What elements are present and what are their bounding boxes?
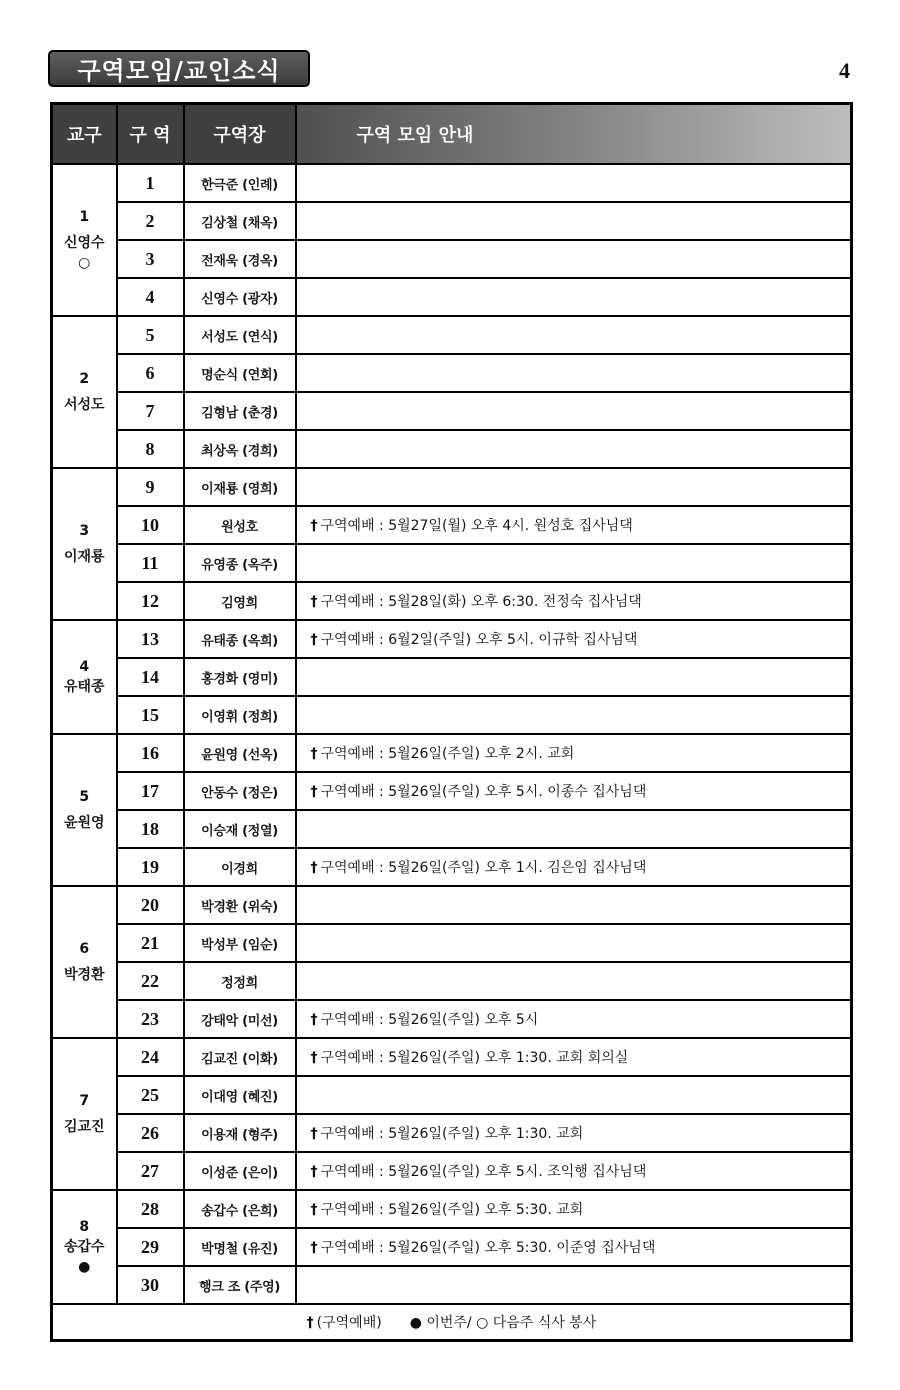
district-number: 8 [117,430,184,468]
district-number: 15 [117,696,184,734]
meeting-info [296,886,852,924]
meeting-info-text: 구역예배 : 5월28일(화) 오후 6:30. 전정숙 집사님댁 [320,594,642,610]
district-number: 13 [117,620,184,658]
district-leader: 이용재 (형주) [184,1114,296,1152]
table-row [52,886,852,924]
district-leader: 이재룡 (영희) [184,468,296,506]
table-row [52,962,852,1000]
table-row [52,734,852,772]
table-row [52,506,852,544]
meeting-info-text: 구역예배 : 5월26일(주일) 오후 1:30. 교회 회의실 [320,1050,629,1066]
meeting-info [296,202,852,240]
district-number: 29 [117,1228,184,1266]
district-number: 23 [117,1000,184,1038]
district-number: 17 [117,772,184,810]
district-leader: 안동수 (정은) [184,772,296,810]
table-row [52,202,852,240]
cross-icon: † [310,784,318,800]
parish-leader-name: 김교진 [63,1119,105,1135]
district-leader: 홍경화 (영미) [184,658,296,696]
table-row [52,1190,852,1228]
meeting-info [296,392,852,430]
parish-leader-name: 이재룡 [63,549,105,565]
meeting-info [296,506,852,544]
district-number: 18 [117,810,184,848]
meeting-info [296,164,852,202]
meeting-info-text: 구역예배 : 5월26일(주일) 오후 5시. 조익행 집사님댁 [320,1164,647,1180]
district-leader: 강태악 (미선) [184,1000,296,1038]
district-leader: 김교진 (이화) [184,1038,296,1076]
next-week-meal-icon: ○ [78,255,91,272]
table-row [52,1114,852,1152]
district-leader: 행크 조 (주영) [184,1266,296,1304]
table-row [52,392,852,430]
district-number: 16 [117,734,184,772]
meeting-info-text: 구역예배 : 5월27일(월) 오후 4시. 원성호 집사님댁 [320,518,633,534]
district-number: 10 [117,506,184,544]
meeting-info [296,1152,852,1190]
table-row [52,1266,852,1304]
district-leader: 김상철 (채옥) [184,202,296,240]
meeting-info [296,658,852,696]
district-meeting-table [50,102,853,1342]
district-leader: 최상옥 (경희) [184,430,296,468]
cross-icon: † [310,1126,318,1142]
table-row [52,468,852,506]
table-row [52,278,852,316]
table-row [52,1000,852,1038]
district-number: 22 [117,962,184,1000]
district-number: 7 [117,392,184,430]
parish-cell [52,620,117,734]
table-row [52,544,852,582]
parish-number: 1 [79,208,90,225]
parish-cell [52,164,117,316]
district-number: 27 [117,1152,184,1190]
this-week-meal-icon: ● [78,1259,91,1276]
district-leader: 이대영 (혜진) [184,1076,296,1114]
district-leader: 김형남 (춘경) [184,392,296,430]
parish-cell [52,1038,117,1190]
cross-icon: † [310,860,318,876]
cross-icon: † [310,1050,318,1066]
meeting-info [296,734,852,772]
parish-leader-name: 박경환 [63,967,105,983]
meeting-info [296,430,852,468]
cross-icon: † [310,518,318,534]
meeting-info-text: 구역예배 : 6월2일(주일) 오후 5시. 이규학 집사님댁 [320,632,638,648]
district-leader: 서성도 (연식) [184,316,296,354]
parish-leader-name: 신영수 [63,234,105,251]
district-leader: 유태종 (옥희) [184,620,296,658]
meeting-info [296,544,852,582]
parish-number: 2 [79,370,90,387]
legend-row [52,1304,852,1341]
meeting-info-text: 구역예배 : 5월26일(주일) 오후 5시. 이종수 집사님댁 [320,784,647,800]
table-row [52,810,852,848]
district-leader: 송갑수 (은희) [184,1190,296,1228]
meeting-info [296,354,852,392]
page-title: 구역모임/교인소식 [48,50,310,87]
cross-icon: † [310,746,318,762]
district-number: 3 [117,240,184,278]
district-leader: 유영종 (옥주) [184,544,296,582]
district-number: 1 [117,164,184,202]
cross-icon: † [310,1164,318,1180]
district-number: 2 [117,202,184,240]
meeting-info [296,1076,852,1114]
district-leader: 한극준 (인례) [184,164,296,202]
meeting-info-text: 구역예배 : 5월26일(주일) 오후 1시. 김은임 집사님댁 [320,860,647,876]
parish-cell [52,316,117,468]
parish-cell [52,1190,117,1304]
meeting-info [296,620,852,658]
legend-worship: (구역예배) [316,1315,382,1331]
district-leader: 정정희 [184,962,296,1000]
cross-icon: † [306,1315,314,1331]
table-row [52,1038,852,1076]
meeting-info [296,278,852,316]
meeting-info [296,1038,852,1076]
district-number: 20 [117,886,184,924]
district-number: 19 [117,848,184,886]
district-number: 14 [117,658,184,696]
district-leader: 박명철 (유진) [184,1228,296,1266]
district-leader: 박성부 (임순) [184,924,296,962]
meeting-info [296,810,852,848]
meeting-info [296,924,852,962]
district-number: 5 [117,316,184,354]
table-header-row [52,104,852,165]
table-row [52,1076,852,1114]
parish-number: 6 [79,940,90,957]
meeting-info [296,582,852,620]
district-leader: 명순식 (연회) [184,354,296,392]
table-row [52,240,852,278]
district-number: 11 [117,544,184,582]
cross-icon: † [310,1202,318,1218]
table-row [52,1228,852,1266]
district-leader: 원성호 [184,506,296,544]
district-number: 25 [117,1076,184,1114]
district-leader: 이영휘 (정희) [184,696,296,734]
district-number: 26 [117,1114,184,1152]
table-row [52,848,852,886]
district-number: 24 [117,1038,184,1076]
parish-number: 8 [79,1218,90,1235]
page-number: 4 [839,58,850,83]
parish-leader-name: 유태종 [63,679,105,695]
parish-leader-name: 송갑수 [63,1238,105,1255]
table-row [52,772,852,810]
parish-leader-name: 윤원영 [63,815,105,831]
header-parish: 교구 [52,104,117,165]
table-row [52,924,852,962]
legend-meal: ● 이번주/ ○ 다음주 식사 봉사 [409,1315,597,1331]
meeting-info [296,1228,852,1266]
meeting-info [296,1190,852,1228]
parish-cell [52,734,117,886]
district-number: 30 [117,1266,184,1304]
meeting-info [296,1266,852,1304]
meeting-info [296,316,852,354]
header-info: 구역 모임 안내 [296,104,852,165]
table-row [52,1152,852,1190]
cross-icon: † [310,594,318,610]
header-district: 구 역 [117,104,184,165]
parish-number: 7 [79,1092,90,1109]
meeting-info [296,962,852,1000]
district-number: 12 [117,582,184,620]
meeting-info-text: 구역예배 : 5월26일(주일) 오후 5시 [320,1012,539,1028]
meeting-info [296,1114,852,1152]
table-row [52,696,852,734]
meeting-info [296,696,852,734]
cross-icon: † [310,632,318,648]
table-row [52,620,852,658]
district-leader: 이경희 [184,848,296,886]
meeting-info [296,1000,852,1038]
district-leader: 윤원영 (선옥) [184,734,296,772]
district-leader: 신영수 (광자) [184,278,296,316]
parish-cell [52,886,117,1038]
table-body [52,164,852,1304]
meeting-info-text: 구역예배 : 5월26일(주일) 오후 5:30. 이준영 집사님댁 [320,1240,656,1256]
district-number: 21 [117,924,184,962]
meeting-info-text: 구역예배 : 5월26일(주일) 오후 1:30. 교회 [320,1126,584,1142]
district-number: 4 [117,278,184,316]
district-number: 28 [117,1190,184,1228]
table-row [52,658,852,696]
district-leader: 김영희 [184,582,296,620]
parish-cell [52,468,117,620]
table-row [52,582,852,620]
table-row [52,430,852,468]
parish-number: 4 [79,658,90,675]
parish-number: 3 [79,522,90,539]
parish-leader-name: 서성도 [63,397,105,413]
meeting-info [296,468,852,506]
meeting-info [296,772,852,810]
meeting-info-text: 구역예배 : 5월26일(주일) 오후 5:30. 교회 [320,1202,584,1218]
meeting-info-text: 구역예배 : 5월26일(주일) 오후 2시. 교회 [320,746,575,762]
parish-number: 5 [79,788,90,805]
header-leader: 구역장 [184,104,296,165]
district-number: 9 [117,468,184,506]
meeting-info [296,240,852,278]
table-row [52,354,852,392]
district-leader: 박경환 (위숙) [184,886,296,924]
cross-icon: † [310,1012,318,1028]
meeting-info [296,848,852,886]
district-number: 6 [117,354,184,392]
cross-icon: † [310,1240,318,1256]
district-leader: 이승재 (정열) [184,810,296,848]
table-row [52,164,852,202]
table-row [52,316,852,354]
district-leader: 전재욱 (경옥) [184,240,296,278]
district-leader: 이성준 (은이) [184,1152,296,1190]
legend [52,1304,852,1341]
